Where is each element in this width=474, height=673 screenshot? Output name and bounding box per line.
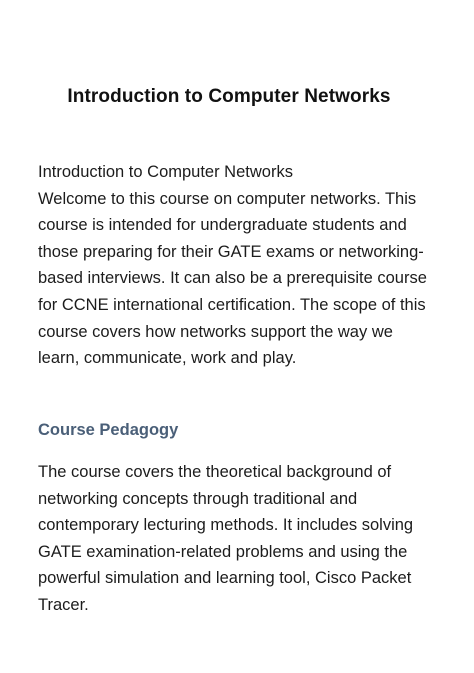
intro-body-text: Welcome to this course on computer networks. This course is intended for undergraduate students and those preparing for their GATE exams or networking-based interviews. It can also be a prerequisite course for CCNE international certification. The scope of this course covers how networks support the way we learn, communicate, work and play.: [38, 189, 427, 368]
intro-heading-line: Introduction to Computer Networks: [38, 163, 293, 181]
course-description: [38, 159, 438, 614]
section-heading-course-pedagogy: Course Pedagogy: [38, 421, 179, 439]
pedagogy-paragraph: The course covers the theoretical background of networking concepts through traditional and contemporary lecturing methods. It includes solving GATE examination-related problems and using the powerful simulation and learning tool, Cisco Packet Tracer.: [38, 463, 414, 614]
page-title: Introduction to Computer Networks: [67, 85, 391, 107]
intro-paragraph: [38, 159, 438, 372]
